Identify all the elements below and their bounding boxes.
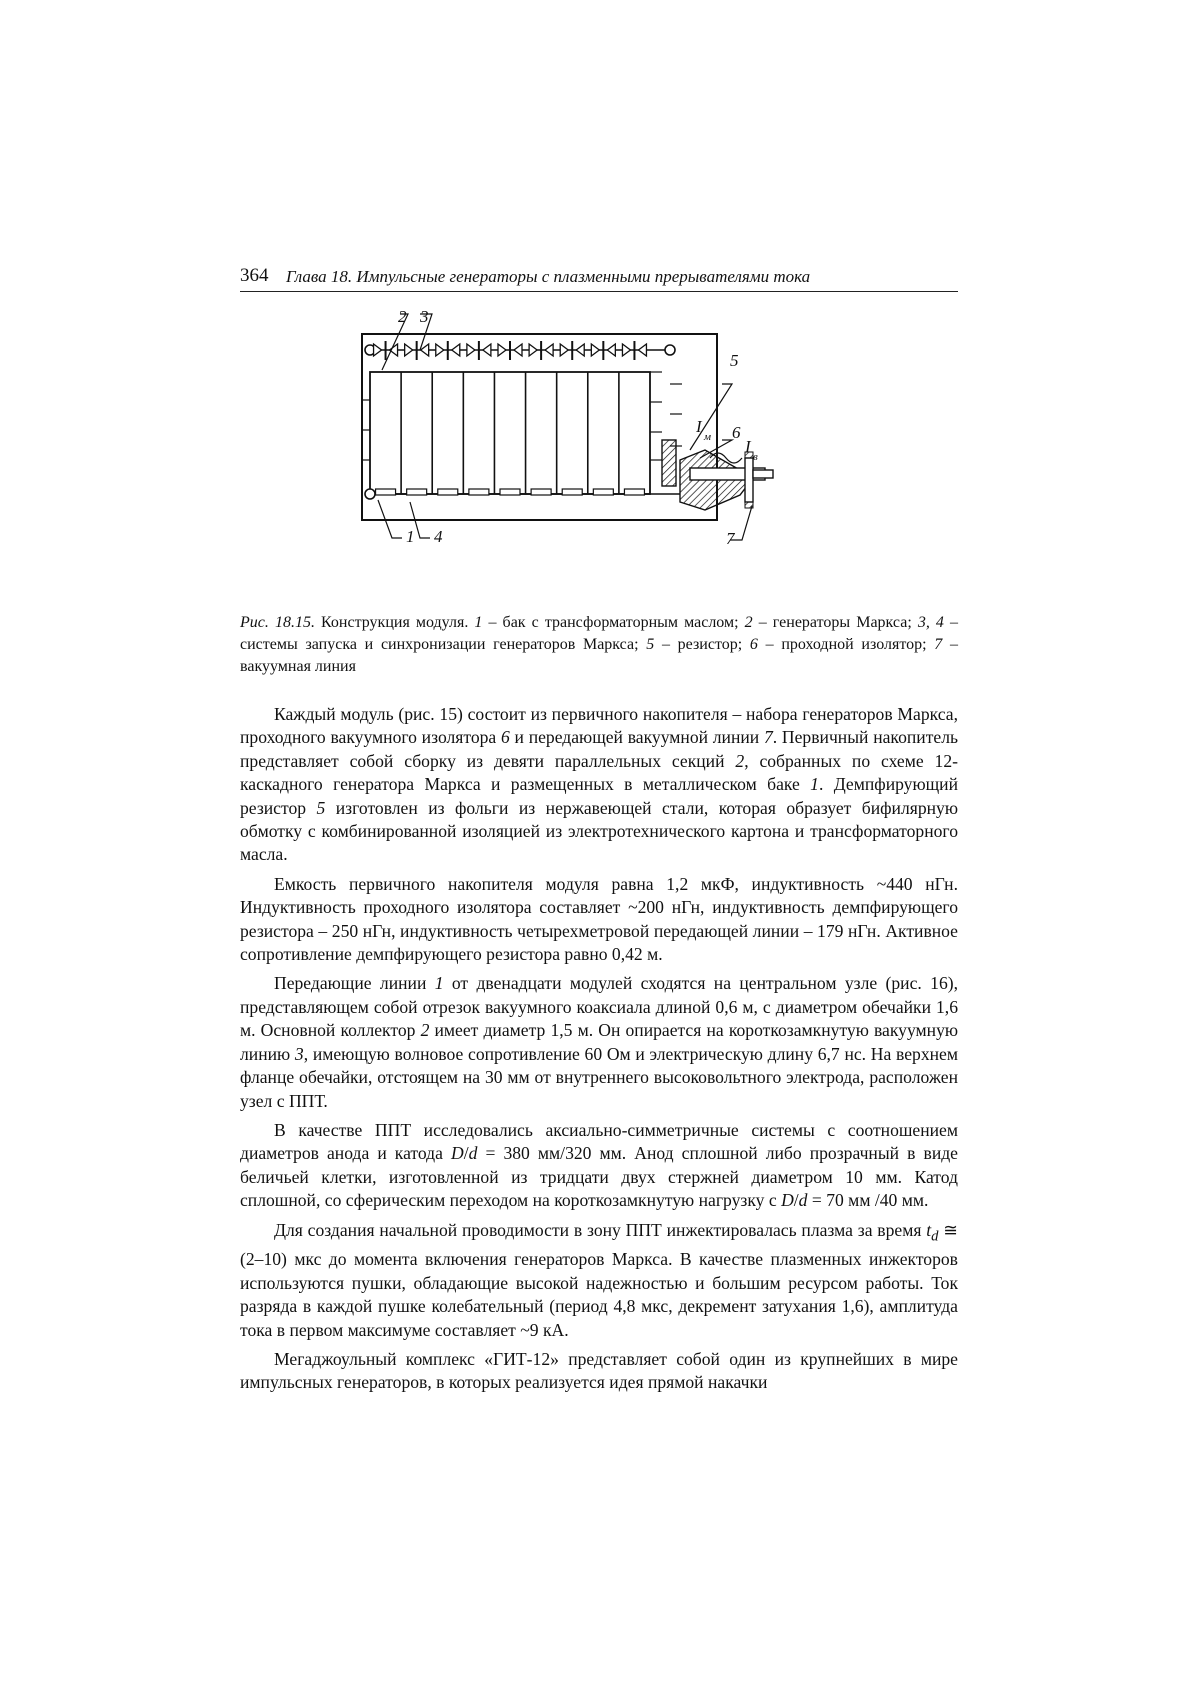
trigger-switch [622, 341, 646, 360]
body-text [240, 703, 958, 1401]
paragraph: Передающие линии 1 от двенадцати модулей сходятся на центральном узле (рис. 16), представляющем собой отрезок вакуумного коаксиала длиной 0,6 м, с диаметром обечайки 1,6 м. Основной коллектор 2 имеет диаметр 1,5 м. Он опирается на короткозамкнутую вакуумную линию 3, имеющую волновое сопротивление 60 Ом и электрическую длину 6,7 нс. На верхнем фланце обечайки, отстоящем на 30 мм от внутреннего высоковольтного электрода, расположен узел с ППТ. [240, 973, 959, 1111]
caption-num: 6 [749, 636, 758, 653]
label-3: 3 [420, 310, 429, 326]
module-diagram [360, 310, 890, 600]
sync-element [438, 489, 458, 495]
trigger-switch [591, 341, 615, 360]
label-im-sub: м [704, 431, 712, 443]
label-5: 5 [730, 351, 739, 370]
sync-system-bottom [376, 489, 645, 495]
caption-text: – резистор; [654, 636, 750, 653]
label-1: 1 [406, 527, 415, 546]
marx-block [370, 372, 650, 494]
sync-element [407, 489, 427, 495]
trigger-switch [405, 341, 429, 360]
caption-text: – системы запуска и синхронизации генераторов Маркса; [240, 614, 959, 653]
caption-num: 1 [474, 614, 483, 631]
bus-terminal-right [665, 345, 675, 355]
running-title: Глава 18. Импульсные генераторы с плазменными прерывателями тока [286, 267, 811, 286]
trigger-switch [560, 341, 584, 360]
sync-element [500, 489, 520, 495]
caption-title: Конструкция модуля. [314, 614, 475, 631]
paragraph: Каждый модуль (рис. 15) состоит из первичного накопителя – набора генераторов Маркса, проходного вакуумного изолятора 6 и передающей вакуумной линии 7. Первичный накопитель представляет собой сборку из девяти параллельных секций 2, собранных по схеме 12-каскадного генератора Маркса и размещенных в металлическом баке 1. Демпфирующий резистор 5 изготовлен из фольги из нержавеющей стали, которая образует бифилярную обмотку с комбинированной изоляцией из электротехнического картона и трансформаторного масла. [240, 704, 958, 865]
trigger-switch [529, 341, 553, 360]
caption-text: – бак с трансформаторным маслом; [482, 614, 745, 631]
label-im: I [696, 417, 702, 436]
paragraph: В качестве ППТ исследовались аксиально-симметричные системы с соотношением диаметров анода и катода D/d = 380 мм/320 мм. Анод сплошной либо прозрачный в виде беличьей клетки, изготовленной из тридцати двух стержней диаметром 10 мм. Катод сплошной, со сферическим переходом на короткозамкнутую нагрузку с D/d = 70 мм /40 мм. [240, 1119, 958, 1211]
label-7: 7 [726, 529, 735, 548]
oil-dashes [362, 372, 682, 460]
caption-num: 2 [744, 614, 753, 631]
sync-element [376, 489, 396, 495]
trigger-switch [467, 341, 491, 360]
trigger-switch [498, 341, 522, 360]
label-4: 4 [434, 527, 443, 546]
paragraph: Емкость первичного накопителя модуля равна 1,2 мкФ, индуктивность ~440 нГн. Индуктивность проходного изолятора составляет ~200 нГн, индуктивность демпфирующего резистора – 250 нГн, индуктивность четырехметровой передающей линии – 179 нГн. Активное сопротивление демпфирующего резистора равно 0,42 м. [240, 873, 958, 965]
marx-sections [401, 372, 619, 494]
caption-text: – вакуумная линия [240, 636, 958, 675]
resistor-5 [662, 440, 676, 486]
caption-num: 3, 4 [917, 614, 944, 631]
module-diagram-svg [360, 310, 890, 600]
page-number: 364 [240, 265, 269, 286]
sync-element [531, 489, 551, 495]
running-header [240, 265, 958, 292]
bottom-terminal-left [365, 489, 375, 499]
trigger-switch [436, 341, 460, 360]
caption-num: 5 [646, 636, 655, 653]
sync-element [469, 489, 489, 495]
paragraph: Для создания начальной проводимости в зону ППТ инжектировалась плазма за время $t_d$ ≅ (2–10) мкс до момента включения генераторов Маркса. В качестве плазменных инжекторов используются пушки, обладающие высокой надежностью и большим ресурсом работы. Ток разряда в каждой пушке колебательный (период 4,8 мкс, декремент затухания 1,6), амплитуда тока в первом максимуме составляет ~9 кА. [240, 1219, 959, 1340]
caption-text: – генераторы Маркса; [752, 614, 918, 631]
label-2: 2 [398, 310, 407, 326]
caption-text: – проходной изолятор; [757, 636, 935, 653]
figure-caption [240, 612, 958, 678]
paragraph: Мегаджоульный комплекс «ГИТ-12» представляет собой один из крупнейших в мире импульсных генераторов, в которых реализуется идея прямой накачки [240, 1349, 958, 1393]
label-iv-sub: в [753, 451, 758, 463]
sync-element [593, 489, 613, 495]
label-iv: I [745, 437, 751, 456]
sync-element [624, 489, 644, 495]
label-6: 6 [732, 423, 741, 442]
sync-element [562, 489, 582, 495]
caption-prefix: Рис. 18.15. [240, 614, 315, 631]
caption-num: 7 [934, 636, 943, 653]
